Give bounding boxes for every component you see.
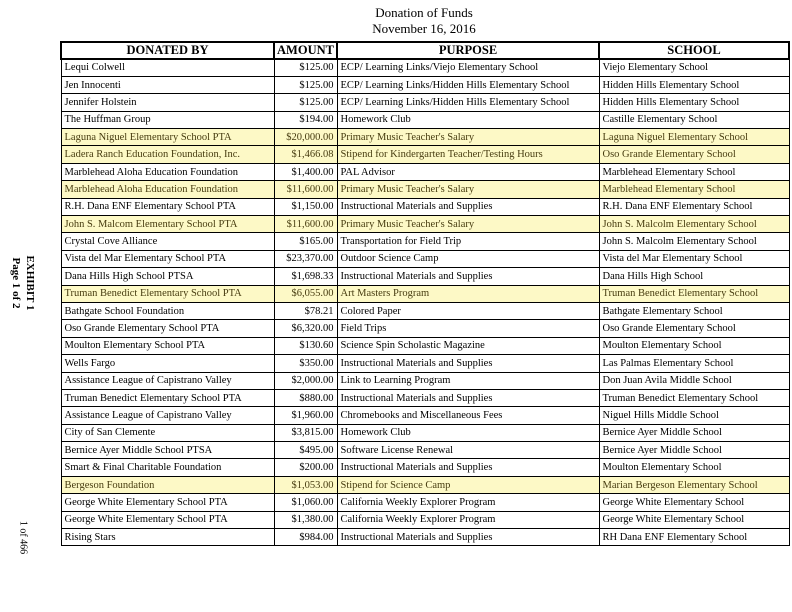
table-row	[61, 76, 789, 93]
cell-donated-by: City of San Clemente	[61, 424, 274, 441]
bates-number: 1 of 466	[17, 520, 29, 555]
cell-school: Oso Grande Elementary School	[599, 320, 789, 337]
table-row	[61, 320, 789, 337]
cell-school: Moulton Elementary School	[599, 459, 789, 476]
page-title: Donation of Funds	[375, 5, 473, 20]
cell-school: Marian Bergeson Elementary School	[599, 476, 789, 493]
cell-school: Oso Grande Elementary School	[599, 146, 789, 163]
cell-purpose: Primary Music Teacher's Salary	[337, 216, 599, 233]
table-row	[61, 146, 789, 163]
cell-purpose: Homework Club	[337, 111, 599, 128]
cell-amount: $495.00	[274, 442, 337, 459]
cell-amount: $1,400.00	[274, 163, 337, 180]
cell-amount: $125.00	[274, 76, 337, 93]
cell-amount: $130.60	[274, 337, 337, 354]
cell-purpose: PAL Advisor	[337, 163, 599, 180]
cell-amount: $1,466.08	[274, 146, 337, 163]
cell-amount: $1,380.00	[274, 511, 337, 528]
table-row	[61, 129, 789, 146]
cell-donated-by: Jennifer Holstein	[61, 94, 274, 111]
cell-purpose: California Weekly Explorer Program	[337, 511, 599, 528]
cell-school: Marblehead Elementary School	[599, 163, 789, 180]
cell-school: R.H. Dana ENF Elementary School	[599, 198, 789, 215]
cell-purpose: Field Trips	[337, 320, 599, 337]
cell-amount: $23,370.00	[274, 250, 337, 267]
table-row	[61, 163, 789, 180]
cell-donated-by: Ladera Ranch Education Foundation, Inc.	[61, 146, 274, 163]
cell-purpose: ECP/ Learning Links/Viejo Elementary School	[337, 59, 599, 76]
cell-amount: $11,600.00	[274, 181, 337, 198]
table-row	[61, 407, 789, 424]
table-row	[61, 494, 789, 511]
cell-amount: $125.00	[274, 59, 337, 76]
cell-amount: $194.00	[274, 111, 337, 128]
cell-amount: $1,060.00	[274, 494, 337, 511]
cell-donated-by: Lequi Colwell	[61, 59, 274, 76]
table-row	[61, 442, 789, 459]
cell-donated-by: Oso Grande Elementary School PTA	[61, 320, 274, 337]
cell-donated-by: Moulton Elementary School PTA	[61, 337, 274, 354]
cell-purpose: Instructional Materials and Supplies	[337, 355, 599, 372]
cell-school: Laguna Niguel Elementary School	[599, 129, 789, 146]
cell-amount: $1,960.00	[274, 407, 337, 424]
cell-purpose: ECP/ Learning Links/Hidden Hills Elementary School	[337, 94, 599, 111]
cell-school: Bathgate Elementary School	[599, 302, 789, 319]
cell-purpose: Instructional Materials and Supplies	[337, 529, 599, 546]
cell-amount: $11,600.00	[274, 216, 337, 233]
cell-school: Viejo Elementary School	[599, 59, 789, 76]
exhibit-stamp	[7, 241, 37, 325]
cell-school: Moulton Elementary School	[599, 337, 789, 354]
cell-purpose: Homework Club	[337, 424, 599, 441]
cell-purpose: Instructional Materials and Supplies	[337, 268, 599, 285]
cell-purpose: Instructional Materials and Supplies	[337, 459, 599, 476]
cell-amount: $200.00	[274, 459, 337, 476]
cell-donated-by: Assistance League of Capistrano Valley	[61, 372, 274, 389]
cell-school: John S. Malcolm Elementary School	[599, 216, 789, 233]
cell-school: Hidden Hills Elementary School	[599, 76, 789, 93]
cell-donated-by: Vista del Mar Elementary School PTA	[61, 250, 274, 267]
cell-amount: $350.00	[274, 355, 337, 372]
table-row	[61, 285, 789, 302]
cell-donated-by: Laguna Niguel Elementary School PTA	[61, 129, 274, 146]
cell-donated-by: Wells Fargo	[61, 355, 274, 372]
cell-amount: $1,698.33	[274, 268, 337, 285]
table-row	[61, 302, 789, 319]
table-row	[61, 529, 789, 546]
cell-amount: $880.00	[274, 389, 337, 406]
cell-donated-by: Rising Stars	[61, 529, 274, 546]
donations-table	[60, 41, 790, 546]
cell-school: John S. Malcolm Elementary School	[599, 233, 789, 250]
cell-school: George White Elementary School	[599, 511, 789, 528]
cell-amount: $3,815.00	[274, 424, 337, 441]
cell-purpose: Primary Music Teacher's Salary	[337, 129, 599, 146]
cell-school: Don Juan Avila Middle School	[599, 372, 789, 389]
table-row	[61, 216, 789, 233]
cell-donated-by: The Huffman Group	[61, 111, 274, 128]
table-row	[61, 233, 789, 250]
cell-purpose: Instructional Materials and Supplies	[337, 389, 599, 406]
page-date: November 16, 2016	[372, 21, 476, 36]
cell-purpose: California Weekly Explorer Program	[337, 494, 599, 511]
exhibit-page-label: Page 1 of 2	[10, 257, 22, 309]
table-row	[61, 337, 789, 354]
cell-purpose: Science Spin Scholastic Magazine	[337, 337, 599, 354]
cell-donated-by: Smart & Final Charitable Foundation	[61, 459, 274, 476]
cell-purpose: Link to Learning Program	[337, 372, 599, 389]
cell-amount: $1,053.00	[274, 476, 337, 493]
cell-school: Dana Hills High School	[599, 268, 789, 285]
table-row	[61, 268, 789, 285]
cell-school: RH Dana ENF Elementary School	[599, 529, 789, 546]
cell-purpose: Chromebooks and Miscellaneous Fees	[337, 407, 599, 424]
table-row	[61, 198, 789, 215]
cell-donated-by: Bergeson Foundation	[61, 476, 274, 493]
table-row	[61, 511, 789, 528]
table-row	[61, 372, 789, 389]
cell-amount: $78.21	[274, 302, 337, 319]
cell-donated-by: Dana Hills High School PTSA	[61, 268, 274, 285]
cell-school: Las Palmas Elementary School	[599, 355, 789, 372]
cell-school: Bernice Ayer Middle School	[599, 442, 789, 459]
table-row	[61, 59, 789, 76]
cell-purpose: Software License Renewal	[337, 442, 599, 459]
cell-purpose: Primary Music Teacher's Salary	[337, 181, 599, 198]
cell-amount: $165.00	[274, 233, 337, 250]
cell-school: Marblehead Elementary School	[599, 181, 789, 198]
cell-purpose: Instructional Materials and Supplies	[337, 198, 599, 215]
cell-donated-by: Truman Benedict Elementary School PTA	[61, 285, 274, 302]
column-header-purpose: PURPOSE	[337, 42, 599, 59]
cell-amount: $1,150.00	[274, 198, 337, 215]
cell-school: Bernice Ayer Middle School	[599, 424, 789, 441]
table-row	[61, 355, 789, 372]
cell-purpose: Transportation for Field Trip	[337, 233, 599, 250]
cell-donated-by: Truman Benedict Elementary School PTA	[61, 389, 274, 406]
column-header-school: SCHOOL	[599, 42, 789, 59]
cell-school: George White Elementary School	[599, 494, 789, 511]
cell-school: Castille Elementary School	[599, 111, 789, 128]
cell-donated-by: Jen Innocenti	[61, 76, 274, 93]
cell-purpose: Outdoor Science Camp	[337, 250, 599, 267]
table-header-row	[61, 42, 789, 59]
cell-donated-by: Marblehead Aloha Education Foundation	[61, 181, 274, 198]
exhibit-label: EXHIBIT 1	[24, 255, 36, 311]
cell-donated-by: Crystal Cove Alliance	[61, 233, 274, 250]
cell-amount: $125.00	[274, 94, 337, 111]
column-header-amount: AMOUNT	[274, 42, 337, 59]
cell-amount: $6,055.00	[274, 285, 337, 302]
cell-purpose: Stipend for Science Camp	[337, 476, 599, 493]
cell-school: Hidden Hills Elementary School	[599, 94, 789, 111]
cell-donated-by: R.H. Dana ENF Elementary School PTA	[61, 198, 274, 215]
cell-amount: $20,000.00	[274, 129, 337, 146]
cell-purpose: ECP/ Learning Links/Hidden Hills Elementary School	[337, 76, 599, 93]
cell-donated-by: George White Elementary School PTA	[61, 494, 274, 511]
cell-donated-by: Bernice Ayer Middle School PTSA	[61, 442, 274, 459]
cell-amount: $984.00	[274, 529, 337, 546]
cell-amount: $6,320.00	[274, 320, 337, 337]
cell-school: Vista del Mar Elementary School	[599, 250, 789, 267]
table-row	[61, 459, 789, 476]
cell-donated-by: Bathgate School Foundation	[61, 302, 274, 319]
cell-school: Niguel Hills Middle School	[599, 407, 789, 424]
cell-school: Truman Benedict Elementary School	[599, 389, 789, 406]
cell-donated-by: Assistance League of Capistrano Valley	[61, 407, 274, 424]
cell-amount: $2,000.00	[274, 372, 337, 389]
table-row	[61, 111, 789, 128]
cell-school: Truman Benedict Elementary School	[599, 285, 789, 302]
document-header	[60, 5, 788, 37]
table-row	[61, 94, 789, 111]
cell-donated-by: Marblehead Aloha Education Foundation	[61, 163, 274, 180]
cell-donated-by: John S. Malcom Elementary School PTA	[61, 216, 274, 233]
cell-purpose: Stipend for Kindergarten Teacher/Testing Hours	[337, 146, 599, 163]
cell-donated-by: George White Elementary School PTA	[61, 511, 274, 528]
table-row	[61, 250, 789, 267]
column-header-donated-by: DONATED BY	[61, 42, 274, 59]
cell-purpose: Art Masters Program	[337, 285, 599, 302]
table-row	[61, 424, 789, 441]
table-row	[61, 181, 789, 198]
cell-purpose: Colored Paper	[337, 302, 599, 319]
table-row	[61, 389, 789, 406]
table-row	[61, 476, 789, 493]
